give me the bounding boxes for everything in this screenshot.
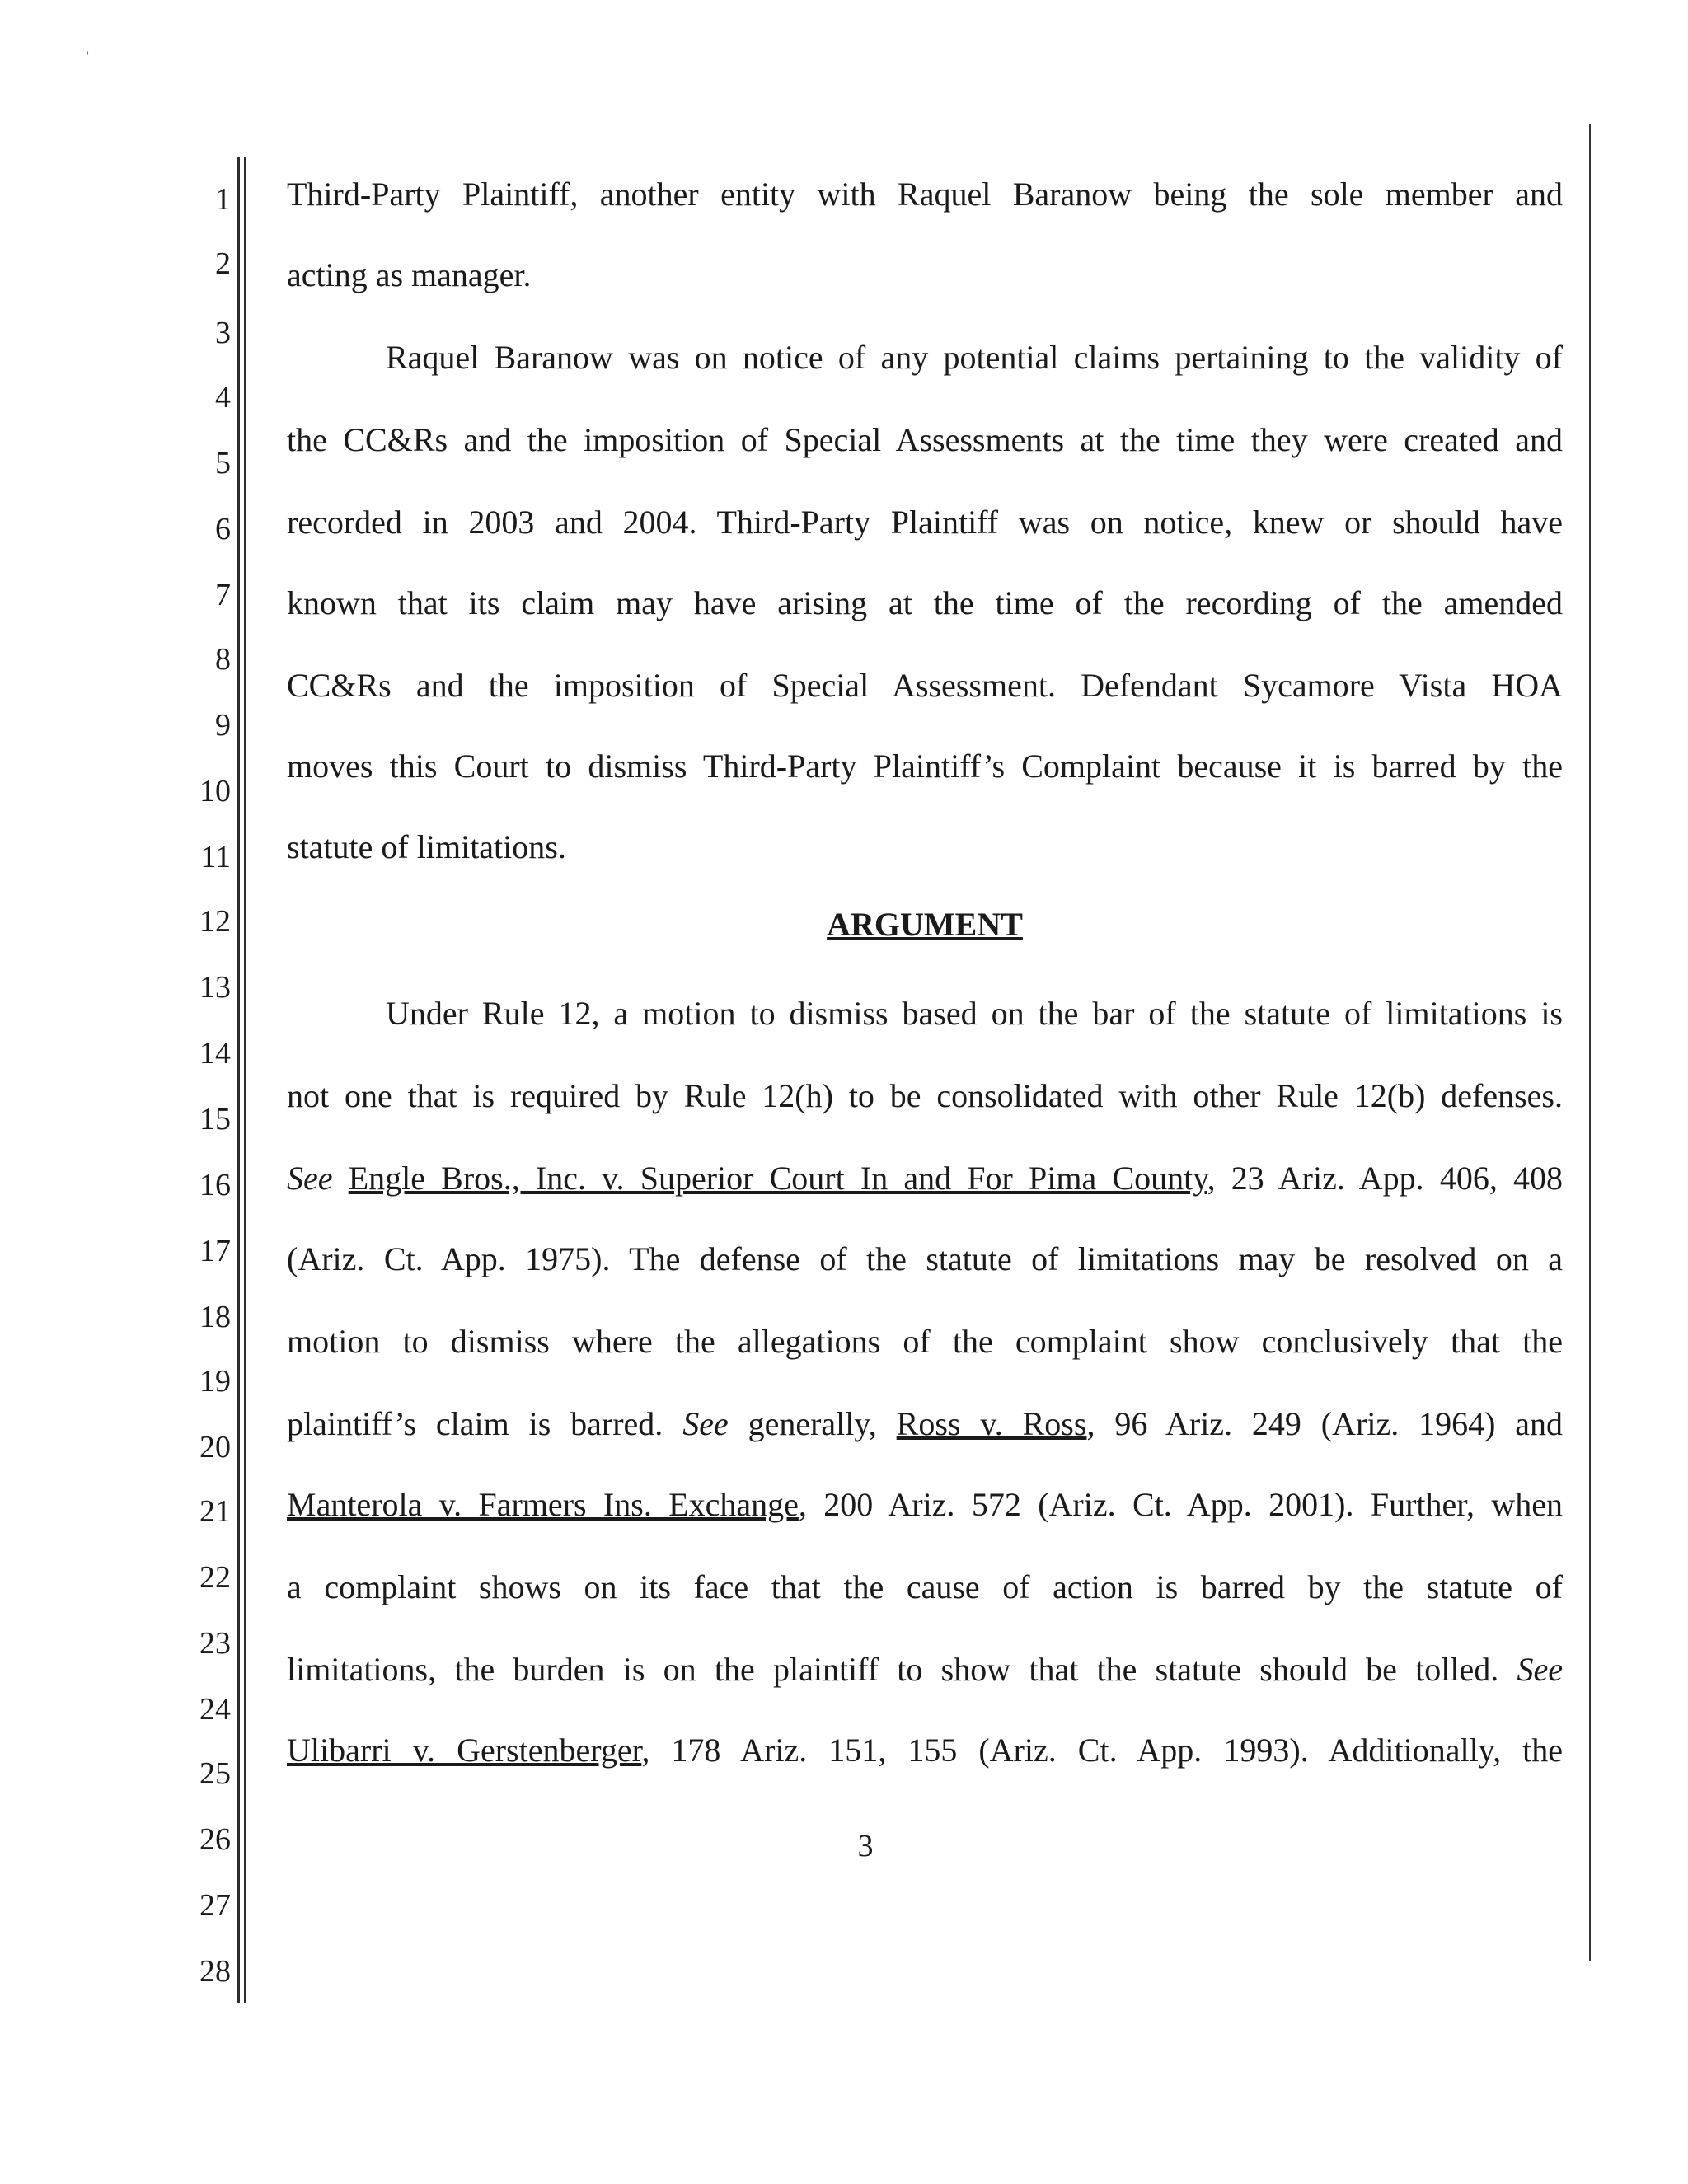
line-number: 7 <box>215 578 231 612</box>
case-name: Ross v. Ross <box>896 1405 1087 1442</box>
line-number: 11 <box>200 840 231 874</box>
line-number: 13 <box>199 970 231 1005</box>
line-number: 25 <box>199 1756 231 1791</box>
line-number: 19 <box>199 1364 231 1399</box>
case-name: Manterola v. Farmers Ins. Exchange <box>287 1486 799 1523</box>
line-number: 15 <box>199 1102 231 1137</box>
line-number: 17 <box>199 1234 231 1268</box>
left-margin-rule-inner <box>244 157 246 2003</box>
line-number: 28 <box>199 1954 231 1989</box>
citation-text: , 96 Ariz. 249 (Ariz. 1964) and <box>1086 1405 1564 1442</box>
body-line-citation <box>287 1404 1563 1444</box>
body-line: motion to dismiss where the allegations of the complaint show conclusively that the <box>287 1323 1563 1360</box>
body-line-citation <box>287 1650 1563 1690</box>
body-line: not one that is required by Rule 12(h) to be consolidated with other Rule 12(b) defenses. <box>287 1077 1563 1114</box>
heading-text: ARGUMENT <box>827 906 1023 943</box>
section-heading <box>287 905 1563 944</box>
right-margin-rule <box>1589 124 1591 1961</box>
body-line: Third-Party Plaintiff, another entity with Raquel Baranow being the sole member and <box>287 176 1563 213</box>
body-text: generally, <box>728 1405 897 1442</box>
body-line: the CC&Rs and the imposition of Special Assessments at the time they were created and <box>287 421 1563 458</box>
line-number: 21 <box>199 1494 231 1529</box>
line-number: 6 <box>215 512 231 546</box>
line-number: 23 <box>199 1626 231 1661</box>
line-number: 3 <box>215 316 231 350</box>
body-line: Under Rule 12, a motion to dismiss based on the bar of the statute of limitations is <box>386 995 1563 1032</box>
line-number: 1 <box>215 182 231 217</box>
pleading-line-numbers <box>0 0 231 2184</box>
body-line: known that its claim may have arising at the time of the recording of the amended <box>287 584 1563 621</box>
body-text: limitations, the burden is on the plaintiff to show that the statute should be tolled. <box>287 1651 1517 1688</box>
citation-text: , 200 Ariz. 572 (Ariz. Ct. App. 2001). Further, when <box>798 1486 1563 1523</box>
line-number: 2 <box>215 246 231 281</box>
signal-see: See <box>682 1405 729 1442</box>
line-number: 24 <box>199 1692 231 1727</box>
body-text: plaintiff’s claim is barred. <box>287 1405 683 1442</box>
body-line: Raquel Baranow was on notice of any potential claims pertaining to the validity of <box>386 339 1563 376</box>
body-line-citation <box>287 1159 1563 1198</box>
case-name: Ulibarri v. Gerstenberger <box>287 1732 642 1769</box>
body-line-citation <box>287 1485 1563 1525</box>
line-number: 5 <box>215 446 231 480</box>
line-number: 12 <box>199 904 231 939</box>
page-number: 3 <box>857 1829 874 1863</box>
body-line: acting as manager. <box>287 256 532 293</box>
line-number: 22 <box>199 1560 231 1595</box>
line-number: 9 <box>215 708 231 743</box>
left-margin-rule <box>237 157 240 2003</box>
line-number: 4 <box>215 380 231 415</box>
signal-see: See <box>287 1160 333 1197</box>
body-line: statute of limitations. <box>287 828 566 865</box>
body-line-citation <box>287 1731 1563 1770</box>
line-number: 10 <box>199 774 231 808</box>
body-line: recorded in 2003 and 2004. Third-Party Plaintiff was on notice, knew or should have <box>287 504 1563 541</box>
line-number: 26 <box>199 1822 231 1857</box>
body-line: (Ariz. Ct. App. 1975). The defense of the statute of limitations may be resolved on a <box>287 1240 1563 1277</box>
body-line: a complaint shows on its face that the cause of action is barred by the statute of <box>287 1568 1563 1605</box>
citation-text: , 178 Ariz. 151, 155 (Ariz. Ct. App. 1993). Additionally, the <box>641 1732 1563 1769</box>
line-number: 8 <box>215 642 231 677</box>
line-number: 14 <box>199 1036 231 1071</box>
line-number: 20 <box>199 1430 231 1465</box>
body-line: CC&Rs and the imposition of Special Assessment. Defendant Sycamore Vista HOA <box>287 667 1563 704</box>
signal-see: See <box>1517 1651 1563 1688</box>
line-number: 16 <box>199 1168 231 1202</box>
case-name: Engle Bros., Inc. v. Superior Court In and For Pima County <box>348 1160 1207 1197</box>
scan-artifact-mark: ˈ <box>84 48 91 72</box>
line-number: 18 <box>199 1300 231 1334</box>
line-number: 27 <box>199 1888 231 1923</box>
citation-text: , 23 Ariz. App. 406, 408 <box>1207 1160 1564 1197</box>
body-line: moves this Court to dismiss Third-Party Plaintiff’s Complaint because it is barred by the <box>287 748 1563 785</box>
